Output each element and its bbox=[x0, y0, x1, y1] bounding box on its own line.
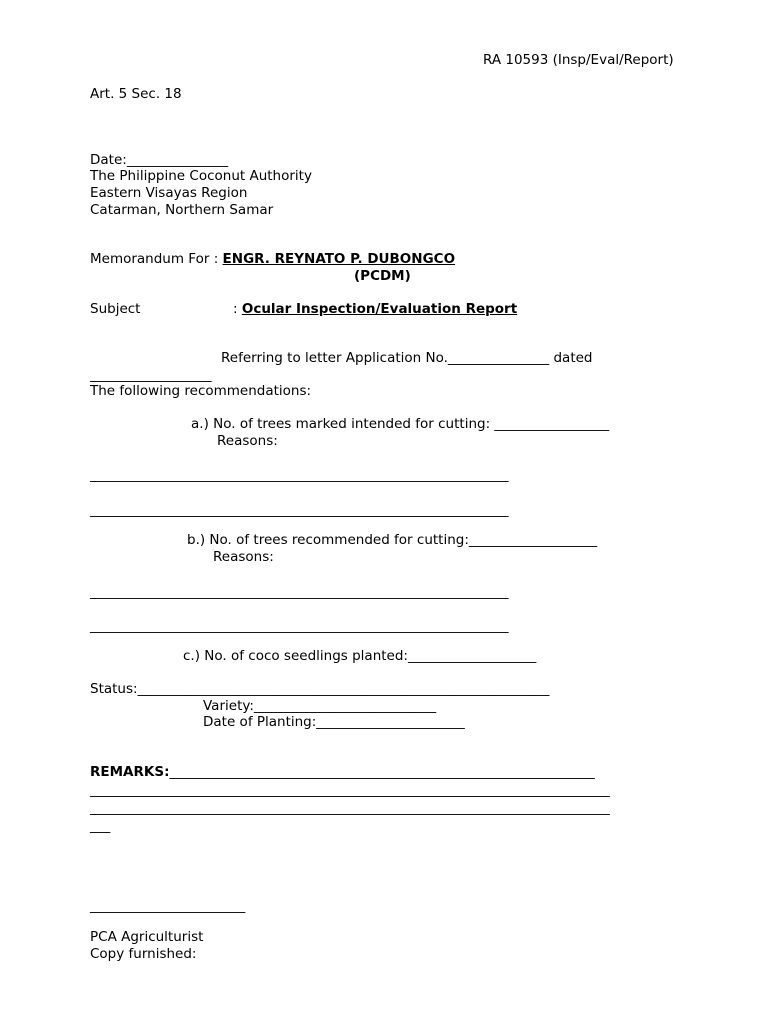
memorandum-label: Memorandum For : bbox=[90, 251, 223, 267]
address-line-1: The Philippine Coconut Authority bbox=[90, 168, 312, 184]
date-field: Date:_______________ bbox=[90, 152, 229, 168]
item-a-reasons-label: Reasons: bbox=[217, 433, 278, 449]
recommendations-intro: The following recommendations: bbox=[90, 383, 312, 399]
copy-furnished: Copy furnished: bbox=[90, 946, 197, 962]
recipient-office: (PCDM) bbox=[354, 268, 411, 284]
article-section: Art. 5 Sec. 18 bbox=[90, 86, 182, 102]
item-c: c.) No. of coco seedlings planted:___________________ bbox=[183, 648, 537, 664]
reason-line: ______________________________________________________________ bbox=[90, 502, 509, 518]
remarks-label: REMARKS: bbox=[90, 764, 170, 780]
item-b-reasons-label: Reasons: bbox=[213, 549, 274, 565]
memorandum-line bbox=[90, 251, 455, 267]
variety-field: Variety:___________________________ bbox=[203, 698, 437, 714]
date-of-planting-field: Date of Planting:______________________ bbox=[203, 714, 465, 730]
subject-value: Ocular Inspection/Evaluation Report bbox=[241, 301, 518, 317]
item-b: b.) No. of trees recommended for cutting:___________________ bbox=[187, 532, 598, 548]
reference-code: RA 10593 (Insp/Eval/Report) bbox=[483, 52, 674, 68]
address-line-3: Catarman, Northern Samar bbox=[90, 202, 274, 218]
referring-paragraph: Referring to letter Application No._______________ dated bbox=[221, 350, 593, 366]
subject-label: Subject bbox=[90, 301, 141, 317]
reason-line: ______________________________________________________________ bbox=[90, 584, 509, 600]
status-field: Status:_____________________________________________________________ bbox=[90, 681, 550, 697]
memorandum-recipient: ENGR. REYNATO P. DUBONGCO bbox=[222, 251, 456, 267]
dated-blank: __________________ bbox=[90, 367, 212, 383]
signatory-title: PCA Agriculturist bbox=[90, 929, 204, 945]
subject-line bbox=[233, 301, 517, 317]
remarks-line-1 bbox=[90, 764, 595, 780]
remarks-line-2: _____________________________________________________________________________ bbox=[90, 782, 610, 798]
reason-line: ______________________________________________________________ bbox=[90, 467, 509, 483]
reason-line: ______________________________________________________________ bbox=[90, 618, 509, 634]
signature-line: _______________________ bbox=[90, 898, 246, 914]
remarks-blank: _______________________________________________________________ bbox=[169, 764, 595, 780]
remarks-line-4: ___ bbox=[90, 818, 111, 834]
item-a: a.) No. of trees marked intended for cutting: _________________ bbox=[191, 416, 610, 432]
remarks-line-3: _____________________________________________________________________________ bbox=[90, 800, 610, 816]
subject-colon: : bbox=[233, 301, 242, 317]
address-line-2: Eastern Visayas Region bbox=[90, 185, 248, 201]
